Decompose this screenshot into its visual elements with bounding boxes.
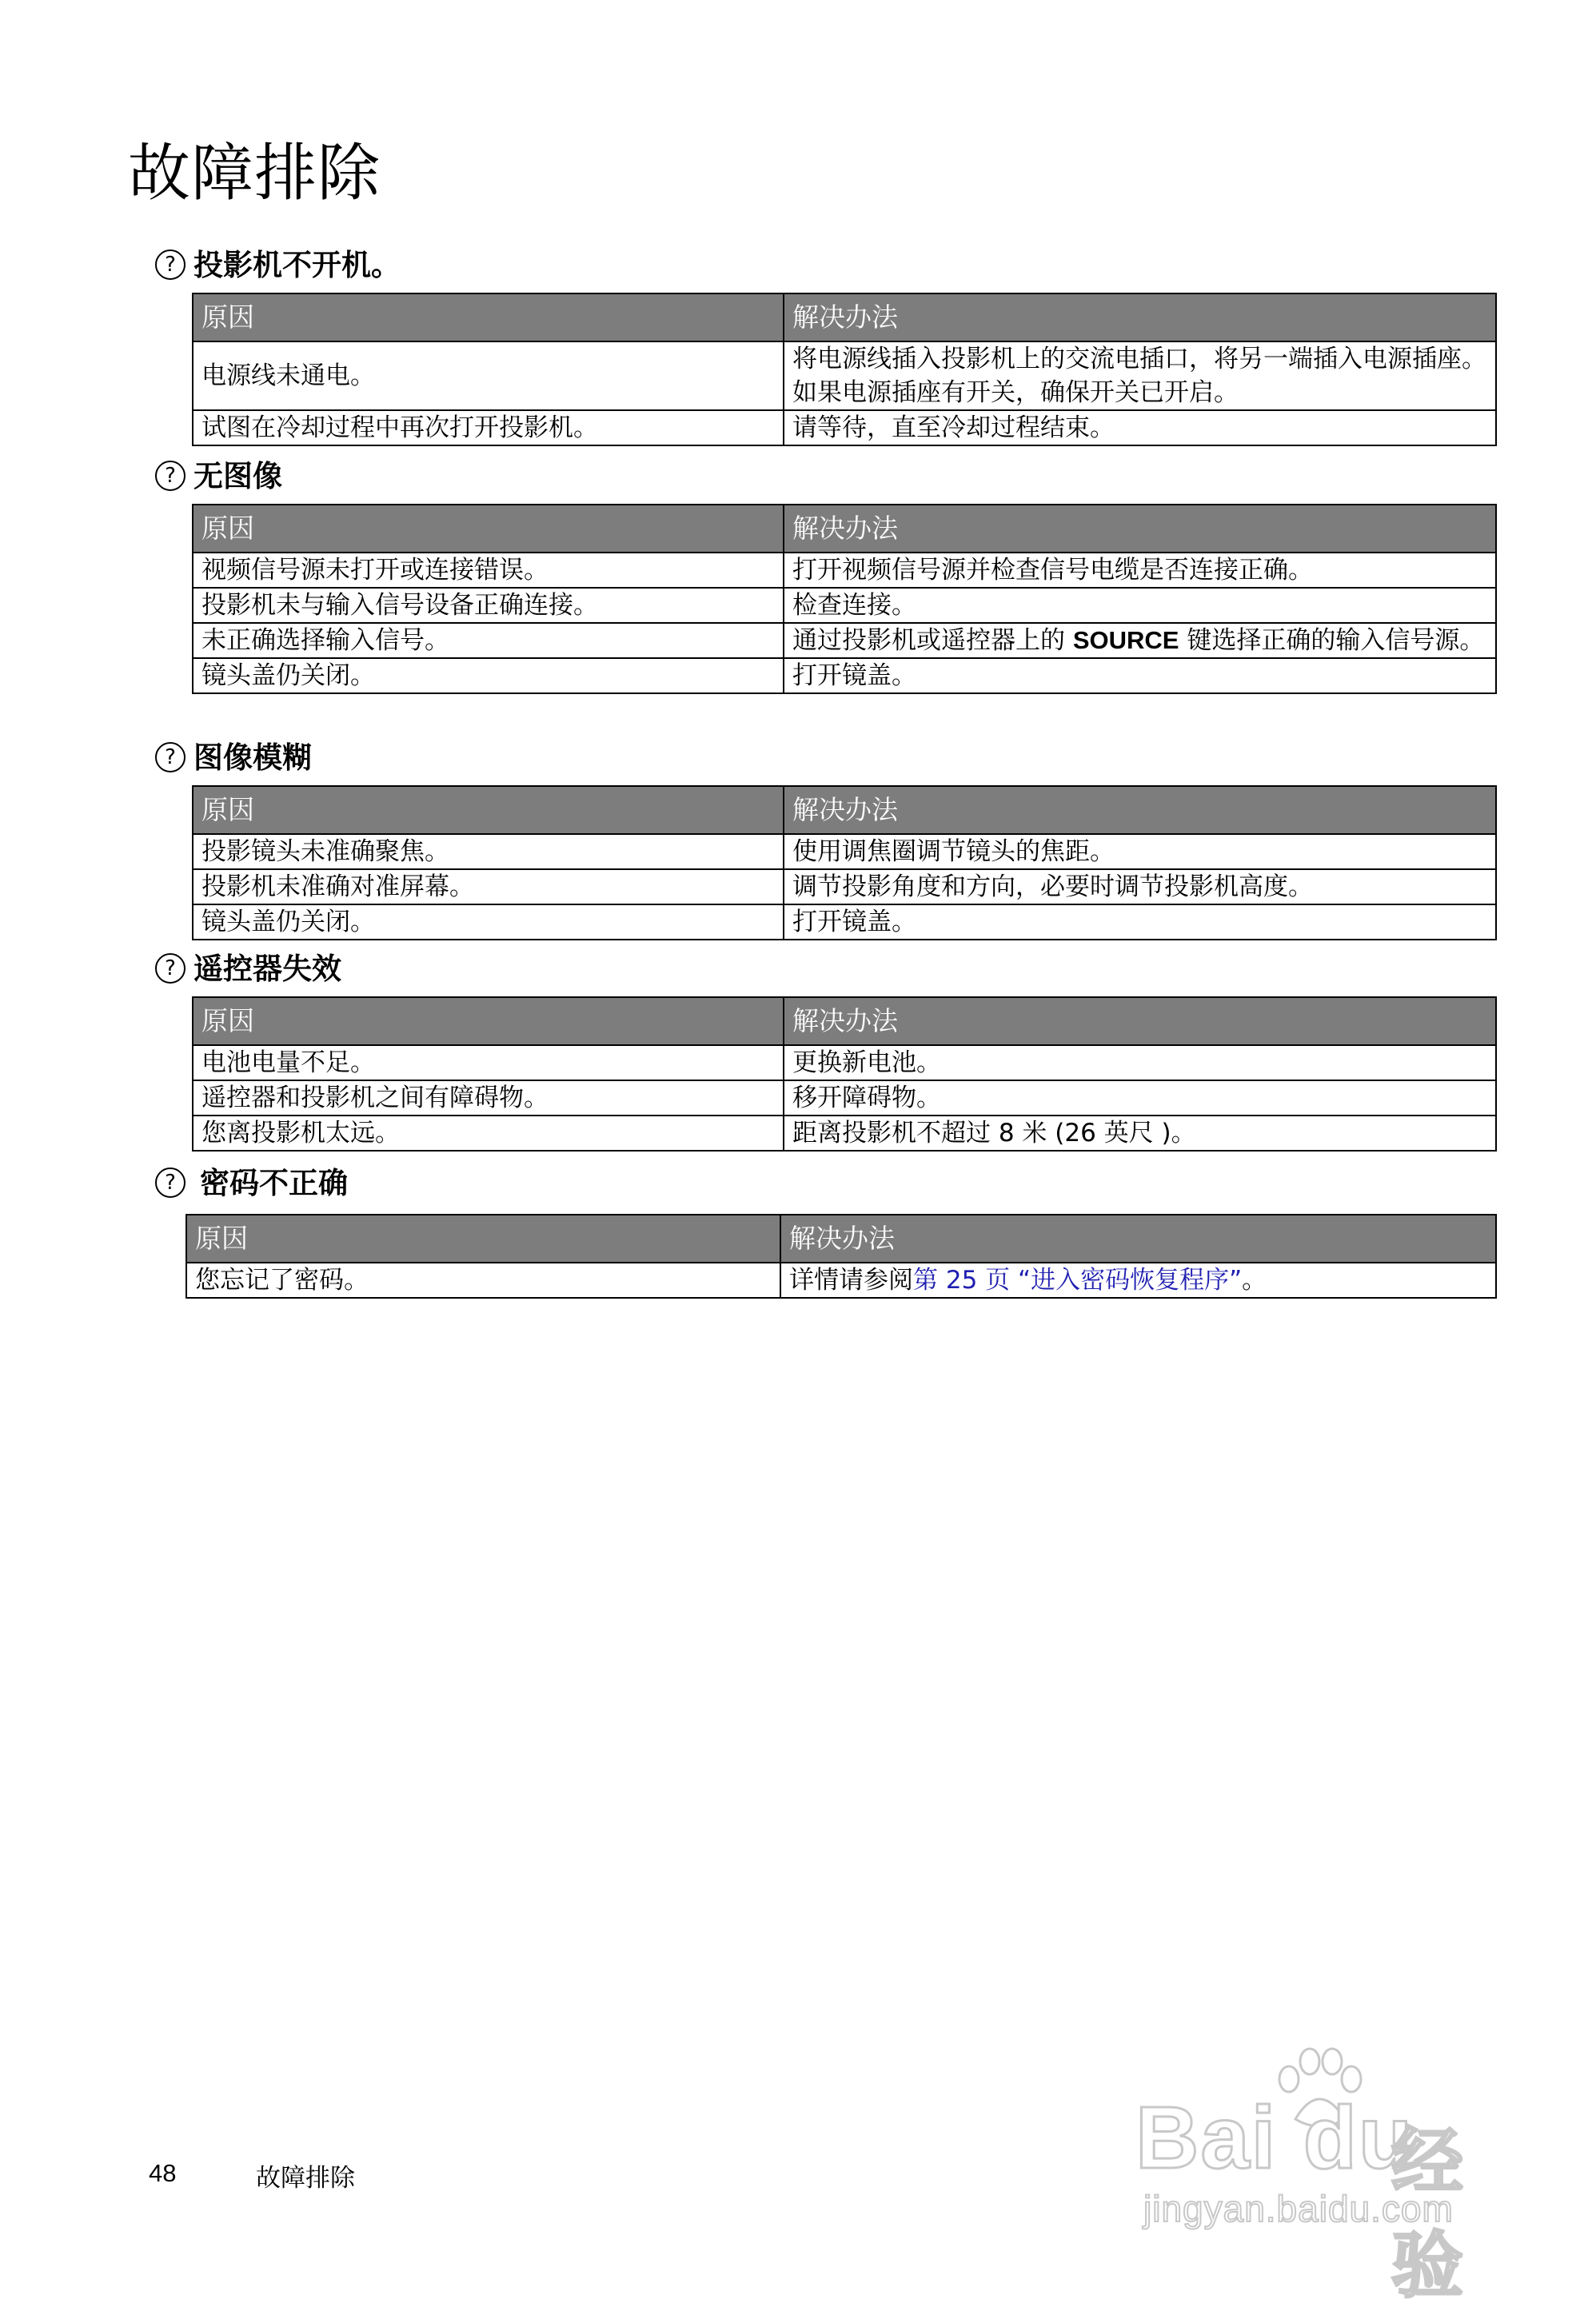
solution-cell: 打开镜盖。	[784, 904, 1496, 940]
troubleshoot-table-remote-failure	[192, 996, 1497, 1152]
column-header-solution: 解决办法	[784, 997, 1496, 1045]
solution-text: 。	[1242, 1266, 1267, 1295]
table-header-row	[193, 997, 1496, 1045]
troubleshoot-table-no-power	[192, 293, 1497, 446]
column-header-cause: 原因	[193, 505, 784, 553]
table-header-row	[186, 1215, 1496, 1263]
table-row	[193, 553, 1496, 588]
cause-cell: 试图在冷却过程中再次打开投影机。	[193, 410, 784, 445]
section-heading-text: 密码不正确	[200, 1165, 348, 1200]
column-header-cause: 原因	[193, 293, 784, 341]
solution-cell: 打开视频信号源并检查信号电缆是否连接正确。	[784, 553, 1496, 588]
column-header-solution: 解决办法	[780, 1215, 1496, 1263]
cause-cell: 未正确选择输入信号。	[193, 623, 784, 658]
table-row	[193, 834, 1496, 869]
solution-cell: 将电源线插入投影机上的交流电插口，将另一端插入电源插座。如果电源插座有开关，确保开关已开启。	[784, 341, 1496, 410]
table-row	[193, 341, 1496, 410]
section-heading-text: 图像模糊	[194, 740, 312, 775]
footer-section-label: 故障排除	[256, 2164, 355, 2193]
question-circle-icon: ?	[155, 742, 186, 772]
solution-text: 详情请参阅	[789, 1266, 913, 1295]
table-header-row	[193, 505, 1496, 553]
cause-cell: 投影机未与输入信号设备正确连接。	[193, 588, 784, 623]
table-row	[193, 658, 1496, 693]
solution-cell: 移开障碍物。	[784, 1080, 1496, 1116]
cause-cell: 遥控器和投影机之间有障碍物。	[193, 1080, 784, 1116]
solution-cell: 距离投影机不超过 8 米 (26 英尺 )。	[784, 1116, 1496, 1151]
solution-cell: 请等待，直至冷却过程结束。	[784, 410, 1496, 445]
cause-cell: 电源线未通电。	[193, 341, 784, 410]
page-title: 故障排除	[128, 138, 381, 210]
section-heading-remote-failure	[155, 953, 341, 984]
question-circle-icon: ?	[155, 1167, 186, 1198]
watermark-label: 经验	[1391, 2120, 1463, 2308]
question-circle-icon: ?	[155, 249, 186, 280]
solution-cell: 打开镜盖。	[784, 658, 1496, 693]
cause-cell: 视频信号源未打开或连接错误。	[193, 553, 784, 588]
column-header-cause: 原因	[193, 786, 784, 834]
footer-page-number: 48	[149, 2159, 177, 2187]
section-heading-no-power	[155, 249, 401, 280]
question-circle-icon: ?	[155, 953, 186, 984]
table-row	[193, 588, 1496, 623]
page-reference-link[interactable]: 第 25 页 “进入密码恢复程序”	[913, 1266, 1243, 1295]
section-heading-text: 无图像	[194, 458, 282, 493]
cause-cell: 您忘记了密码。	[186, 1263, 780, 1298]
solution-cell	[780, 1263, 1496, 1298]
table-row	[193, 1080, 1496, 1116]
troubleshoot-table-blurry-image	[192, 785, 1497, 940]
question-circle-icon: ?	[155, 461, 186, 491]
section-heading-wrong-password	[155, 1167, 348, 1198]
table-row	[186, 1263, 1496, 1298]
baidu-jingyan-watermark	[1135, 2047, 1503, 2308]
table-header-row	[193, 293, 1496, 341]
table-row	[193, 1116, 1496, 1151]
table-row	[193, 623, 1496, 658]
watermark-url: jingyan.baidu.com	[1143, 2188, 1454, 2229]
table-row	[193, 1045, 1496, 1080]
cause-cell: 投影镜头未准确聚焦。	[193, 834, 784, 869]
solution-cell: 使用调焦圈调节镜头的焦距。	[784, 834, 1496, 869]
section-heading-no-image	[155, 458, 282, 493]
column-header-cause: 原因	[186, 1215, 780, 1263]
column-header-solution: 解决办法	[784, 293, 1496, 341]
section-heading-text: 遥控器失效	[194, 951, 341, 986]
solution-cell: 检查连接。	[784, 588, 1496, 623]
watermark-logo: Bai du	[1135, 2089, 1414, 2187]
solution-text: 通过投影机或遥控器上的	[792, 626, 1073, 655]
cause-cell: 您离投影机太远。	[193, 1116, 784, 1151]
table-row	[193, 869, 1496, 904]
solution-cell: 调节投影角度和方向，必要时调节投影机高度。	[784, 869, 1496, 904]
solution-cell: 更换新电池。	[784, 1045, 1496, 1080]
troubleshoot-table-no-image	[192, 504, 1497, 694]
table-header-row	[193, 786, 1496, 834]
solution-text: 键选择正确的输入信号源。	[1179, 626, 1485, 655]
source-key-label: SOURCE	[1072, 626, 1179, 654]
cause-cell: 镜头盖仍关闭。	[193, 904, 784, 940]
cause-cell: 投影机未准确对准屏幕。	[193, 869, 784, 904]
column-header-solution: 解决办法	[784, 786, 1496, 834]
column-header-solution: 解决办法	[784, 505, 1496, 553]
table-row	[193, 904, 1496, 940]
section-heading-text: 投影机不开机。	[194, 247, 401, 282]
column-header-cause: 原因	[193, 997, 784, 1045]
solution-cell	[784, 623, 1496, 658]
table-row	[193, 410, 1496, 445]
cause-cell: 镜头盖仍关闭。	[193, 658, 784, 693]
troubleshoot-table-wrong-password	[186, 1214, 1497, 1299]
section-heading-blurry-image	[155, 740, 312, 775]
cause-cell: 电池电量不足。	[193, 1045, 784, 1080]
